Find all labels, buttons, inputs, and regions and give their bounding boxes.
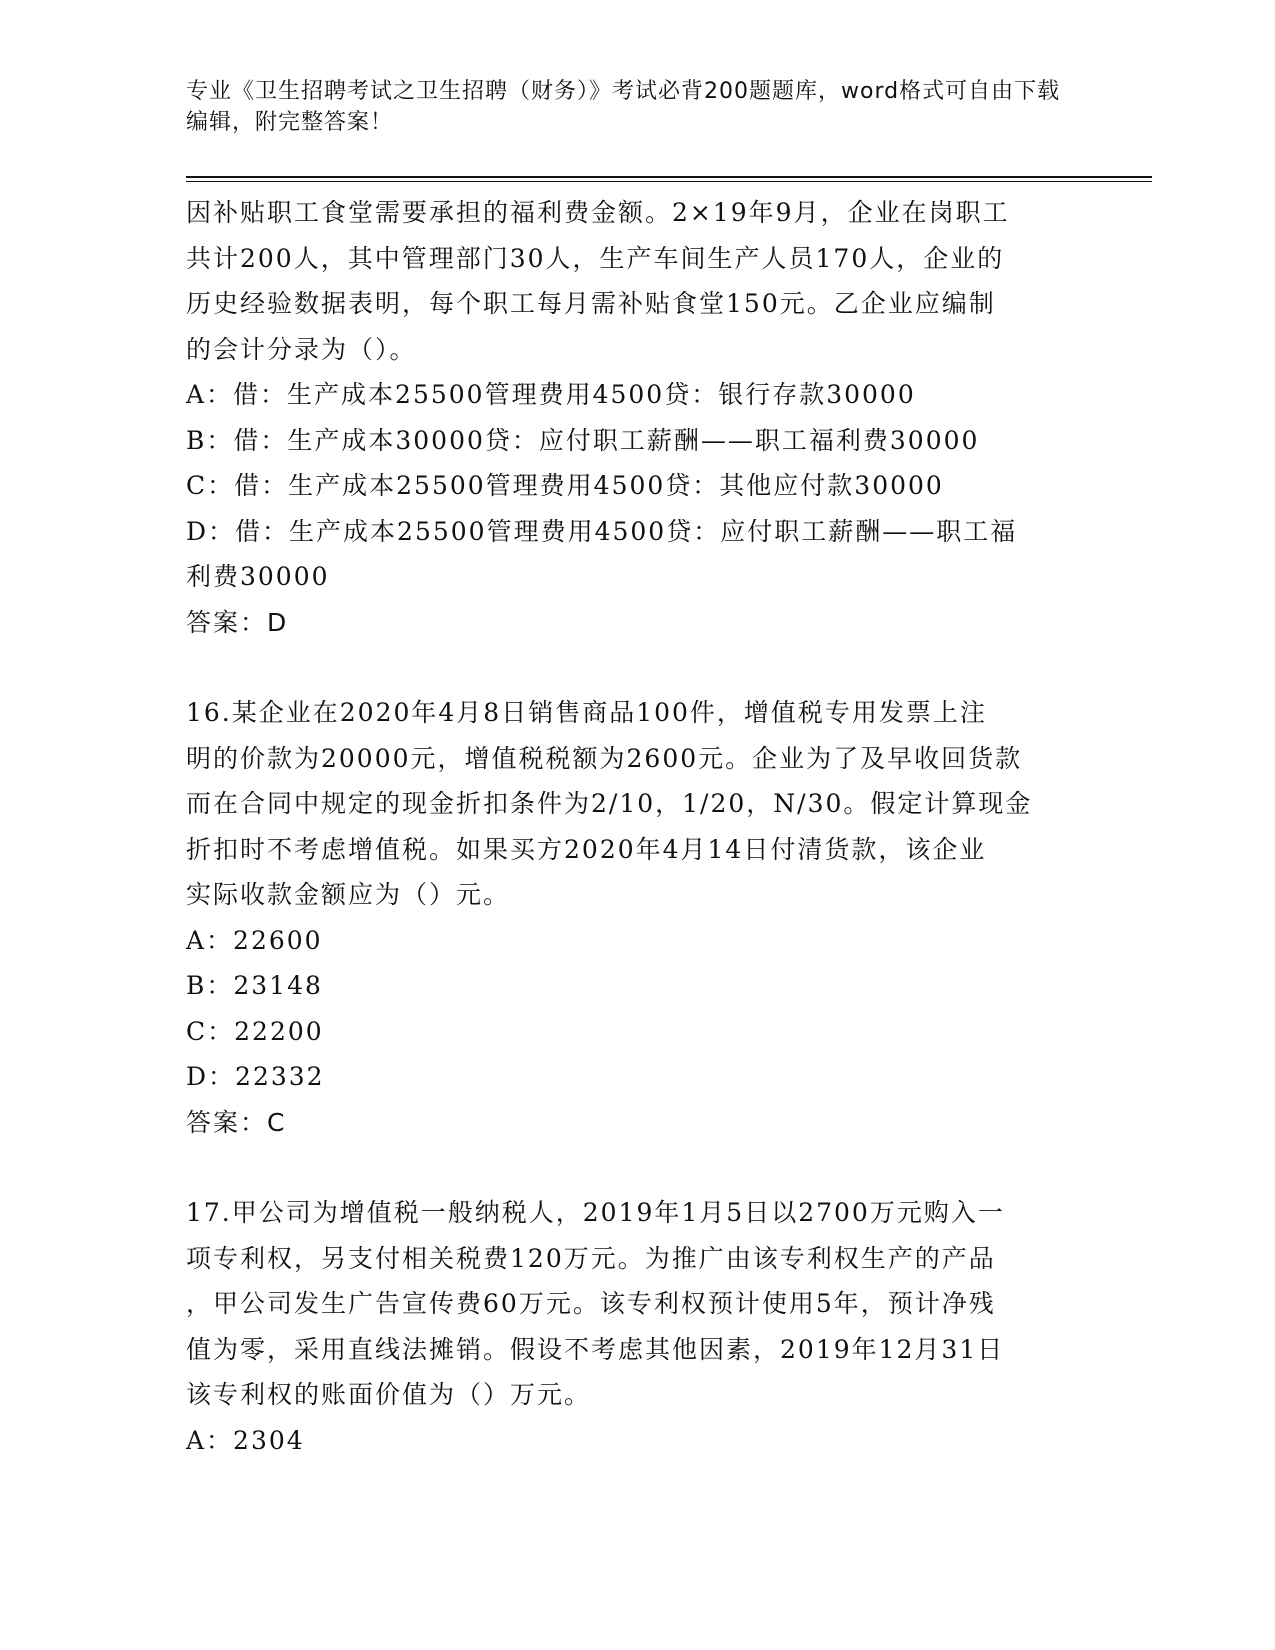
option-c: C：22200 (186, 1016, 324, 1046)
header-rule-thick (186, 176, 1152, 178)
question-17 (186, 1190, 1086, 1463)
question-15 (186, 190, 1086, 645)
option-a: A：22600 (186, 925, 323, 955)
question-stem-line: ，甲公司发生广告宣传费60万元。该专利权预计使用5年，预计净残 (186, 1289, 996, 1318)
option-c: C：借：生产成本25500管理费用4500贷：其他应付款30000 (186, 471, 944, 500)
question-stem-line: 项专利权，另支付相关税费120万元。为推广由该专利权生产的产品 (186, 1243, 996, 1273)
question-stem-line: 17.甲公司为增值税一般纳税人，2019年1月5日以2700万元购入一 (186, 1198, 1005, 1227)
option-b: B：借：生产成本30000贷：应付职工薪酬——职工福利费30000 (186, 425, 980, 455)
question-stem-line: 该专利权的账面价值为（）万元。 (186, 1380, 592, 1409)
question-stem-line: 明的价款为20000元，增值税税额为2600元。企业为了及早收回货款 (186, 743, 1023, 773)
page-header: 专业《卫生招聘考试之卫生招聘（财务）》考试必背200题题库，word格式可自由下载编辑，附完整答案！ (186, 79, 1061, 135)
document-body (186, 190, 1086, 1463)
option-b: B：23148 (186, 971, 323, 1000)
question-stem-line: 的会计分录为（）。 (186, 334, 417, 364)
option-a: A：借：生产成本25500管理费用4500贷：银行存款30000 (186, 380, 916, 409)
option-d-continued: 利费30000 (186, 562, 330, 591)
option-a: A：2304 (186, 1425, 305, 1455)
question-stem-line: 历史经验数据表明，每个职工每月需补贴食堂150元。乙企业应编制 (186, 289, 996, 318)
question-stem-line: 折扣时不考虑增值税。如果买方2020年4月14日付清货款，该企业 (186, 834, 987, 864)
answer-line: 答案：C (186, 1107, 287, 1137)
question-stem-line: 实际收款金额应为（）元。 (186, 880, 511, 909)
option-d: D：借：生产成本25500管理费用4500贷：应付职工薪酬——职工福 (186, 516, 1018, 546)
question-stem-line: 因补贴职工食堂需要承担的福利费金额。2×19年9月，企业在岗职工 (186, 198, 1010, 227)
question-stem-line: 而在合同中规定的现金折扣条件为2/10，1/20，N/30。假定计算现金 (186, 789, 1033, 818)
question-stem-line: 共计200人，其中管理部门30人，生产车间生产人员170人，企业的 (186, 243, 1005, 273)
question-stem-line: 16.某企业在2020年4月8日销售商品100件，增值税专用发票上注 (186, 698, 987, 727)
question-16 (186, 690, 1086, 1145)
answer-line: 答案：D (186, 607, 289, 637)
header-rule-thin (186, 181, 1152, 182)
option-d: D：22332 (186, 1062, 325, 1091)
spacer (186, 645, 1086, 690)
question-stem-line: 值为零，采用直线法摊销。假设不考虑其他因素，2019年12月31日 (186, 1334, 1005, 1364)
spacer (186, 1145, 1086, 1190)
